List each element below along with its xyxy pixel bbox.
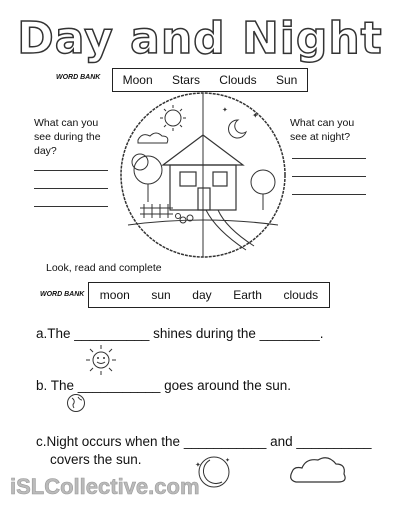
sun-icon (84, 343, 118, 377)
word-bank-label: WORD BANK (56, 74, 101, 81)
answer-line[interactable] (292, 158, 366, 159)
answer-line[interactable] (34, 206, 108, 207)
cloud-icon (286, 452, 354, 488)
svg-text:✦: ✦ (225, 457, 231, 464)
sentence-b: b. The ___________ goes around the sun. (36, 378, 291, 393)
day-night-illustration (118, 90, 288, 260)
word-bank-word: clouds (283, 288, 319, 302)
word-bank-word: Sun (275, 73, 298, 87)
word-bank-word: Clouds (219, 73, 257, 87)
page-title: Day and Night (17, 13, 383, 64)
sentence-a: a.The __________ shines during the ________. (36, 326, 324, 341)
word-bank-word: Earth (233, 288, 262, 302)
earth-icon (66, 393, 86, 413)
word-bank-word: sun (151, 288, 171, 302)
svg-text:✦: ✦ (195, 461, 201, 469)
word-bank-box (112, 68, 308, 92)
night-question: What can you see at night? (290, 117, 355, 143)
star-icon: ✦ (252, 111, 259, 120)
answer-line[interactable] (34, 188, 108, 189)
star-icon: ✦ (222, 106, 228, 114)
answer-line[interactable] (292, 194, 366, 195)
moon-icon (229, 120, 246, 138)
word-bank-word: Stars (171, 73, 200, 87)
instruction-text: Look, read and complete (46, 262, 162, 274)
sentence-c-continued: covers the sun. (50, 452, 142, 467)
word-bank-word: Moon (122, 73, 153, 87)
word-bank-word: moon (99, 288, 130, 302)
answer-line[interactable] (292, 176, 366, 177)
answer-line[interactable] (34, 170, 108, 171)
word-bank-word: day (192, 288, 212, 302)
sun-icon (160, 105, 186, 131)
word-bank-label: WORD BANK (40, 291, 85, 298)
sentence-c: c.Night occurs when the ___________ and __________ (36, 434, 372, 449)
footer-watermark: iSLCollective.com (10, 474, 200, 499)
word-bank-box (88, 282, 330, 308)
day-question: What can you see during the day? (34, 117, 101, 157)
